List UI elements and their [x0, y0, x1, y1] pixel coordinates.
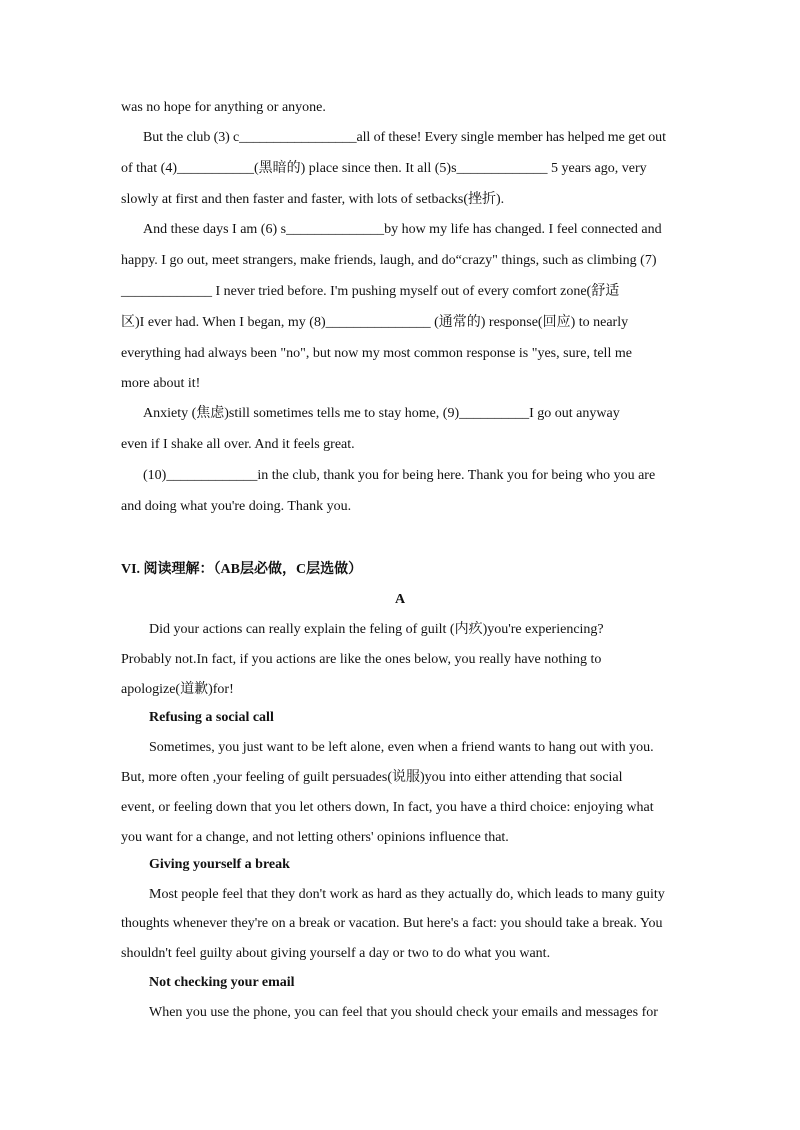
cloze-line: And these days I am (6) s______________by how my life has changed. I feel connected and	[143, 222, 662, 237]
cloze-line: slowly at first and then faster and faster, with lots of setbacks(挫折).	[121, 192, 505, 207]
cloze-line: more about it!	[121, 376, 201, 391]
cloze-line: of that (4)___________(黑暗的) place since then. It all (5)s_____________ 5 years ago, very	[121, 161, 647, 176]
passage-line: But, more often ,your feeling of guilt persuades(说服)you into either attending that social	[121, 770, 623, 785]
cloze-line: _____________ I never tried before. I'm pushing myself out of every comfort zone(舒适	[121, 284, 620, 299]
passage-label: A	[394, 592, 406, 607]
passage-line: Sometimes, you just want to be left alone, even when a friend wants to hang out with you.	[149, 740, 654, 755]
passage-line: you want for a change, and not letting others' opinions influence that.	[121, 830, 509, 845]
passage-line: thoughts whenever they're on a break or vacation. But here's a fact: you should take a break. You	[121, 916, 663, 931]
cloze-line: everything had always been "no", but now my most common response is "yes, sure, tell me	[121, 346, 632, 361]
passage-line: event, or feeling down that you let others down, In fact, you have a third choice: enjoying what	[121, 800, 654, 815]
subheading: Not checking your email	[149, 975, 295, 990]
passage-line: apologize(道歉)for!	[121, 682, 234, 697]
cloze-line: (10)_____________in the club, thank you for being here. Thank you for being who you are	[143, 468, 656, 483]
passage-line: Did your actions can really explain the feling of guilt (内疚)you're experiencing?	[149, 622, 604, 637]
passage-line: shouldn't feel guilty about giving yourself a day or two to do what you want.	[121, 946, 551, 961]
passage-line: When you use the phone, you can feel that you should check your emails and messages for	[149, 1005, 658, 1020]
cloze-line: happy. I go out, meet strangers, make friends, laugh, and do“crazy" things, such as climbing (7)	[121, 253, 657, 268]
passage-line: Probably not.In fact, if you actions are like the ones below, you really have nothing to	[121, 652, 602, 667]
passage-line: Most people feel that they don't work as hard as they actually do, which leads to many guity	[149, 887, 665, 902]
cloze-line: Anxiety (焦虑)still sometimes tells me to stay home, (9)__________I go out anyway	[143, 406, 620, 421]
section-heading: VI. 阅读理解：（AB层必做，C层选做）	[121, 562, 363, 577]
subheading: Giving yourself a break	[149, 857, 290, 872]
cloze-line: 区)I ever had. When I began, my (8)_______________ (通常的) response(回应) to nearly	[121, 315, 629, 330]
cloze-line: and doing what you're doing. Thank you.	[121, 499, 352, 514]
cloze-line: was no hope for anything or anyone.	[121, 100, 326, 115]
cloze-line: even if I shake all over. And it feels great.	[121, 437, 355, 452]
cloze-line: But the club (3) c_________________all of these! Every single member has helped me get out	[143, 130, 666, 145]
subheading: Refusing a social call	[149, 710, 274, 725]
